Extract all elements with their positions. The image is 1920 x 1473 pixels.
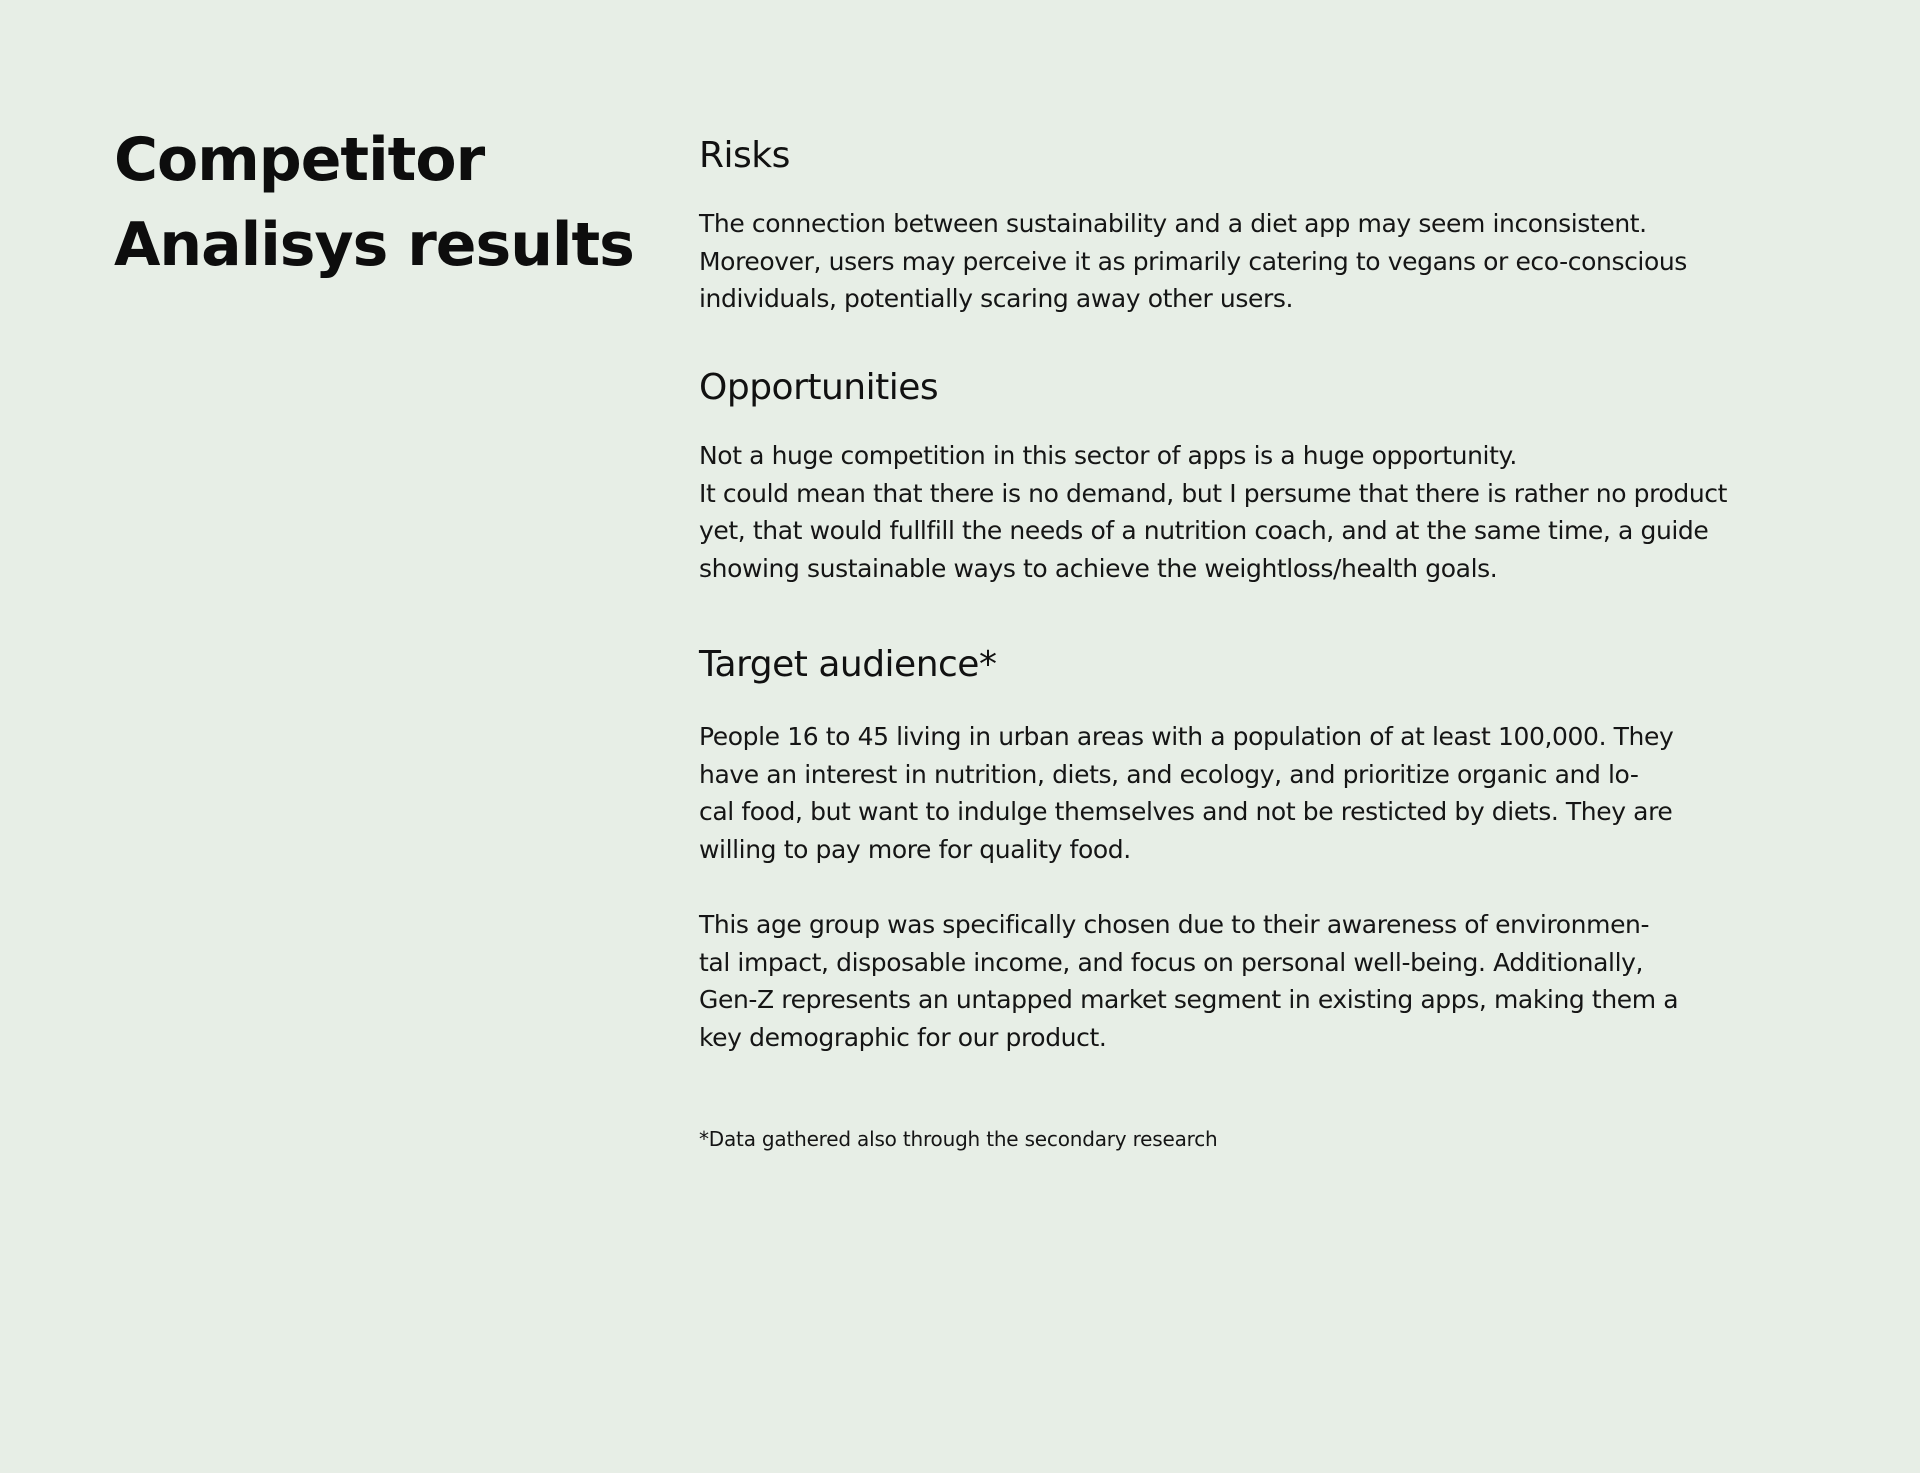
risks-line: The connection between sustainability and a diet app may seem inconsistent.: [699, 209, 1647, 238]
opportunities-line: yet, that would fullfill the needs of a nutrition coach, and at the same time, a guide: [699, 516, 1709, 545]
page-title-line-2: Analisys results: [114, 210, 634, 280]
target-audience-line: Gen-Z represents an untapped market segment in existing apps, making them a: [699, 985, 1679, 1014]
target-audience-line: cal food, but want to indulge themselves and not be resticted by diets. They are: [699, 797, 1673, 826]
opportunities-paragraph: [699, 437, 1727, 587]
opportunities-line: Not a huge competition in this sector of apps is a huge opportunity.: [699, 441, 1517, 470]
target-audience-line: willing to pay more for quality food.: [699, 834, 1131, 864]
target-audience-line: have an interest in nutrition, diets, and ecology, and prioritize organic and lo-: [699, 759, 1639, 789]
target-audience-line: key demographic for our product.: [699, 1022, 1107, 1052]
page-title-line-1: Competitor: [114, 125, 485, 195]
page-title: [114, 118, 634, 288]
opportunities-line: It could mean that there is no demand, but I persume that there is rather no product: [699, 478, 1728, 508]
target-audience-heading: Target audience*: [699, 644, 997, 685]
target-audience-paragraph-1: [699, 718, 1673, 868]
target-audience-line: This age group was specifically chosen due to their awareness of environmen-: [699, 910, 1650, 939]
opportunities-line: showing sustainable ways to achieve the weightloss/health goals.: [699, 553, 1498, 583]
target-audience-line: tal impact, disposable income, and focus on personal well-being. Additionally,: [699, 947, 1644, 977]
risks-heading: Risks: [699, 135, 790, 176]
opportunities-heading: Opportunities: [699, 367, 939, 408]
risks-line: individuals, potentially scaring away other users.: [699, 284, 1293, 313]
risks-paragraph: [699, 205, 1687, 318]
target-audience-line: People 16 to 45 living in urban areas with a population of at least 100,000. They: [699, 722, 1674, 751]
footnote: *Data gathered also through the secondary research: [699, 1127, 1218, 1151]
target-audience-paragraph-2: [699, 906, 1678, 1056]
risks-line: Moreover, users may perceive it as primarily catering to vegans or eco-conscious: [699, 246, 1687, 276]
